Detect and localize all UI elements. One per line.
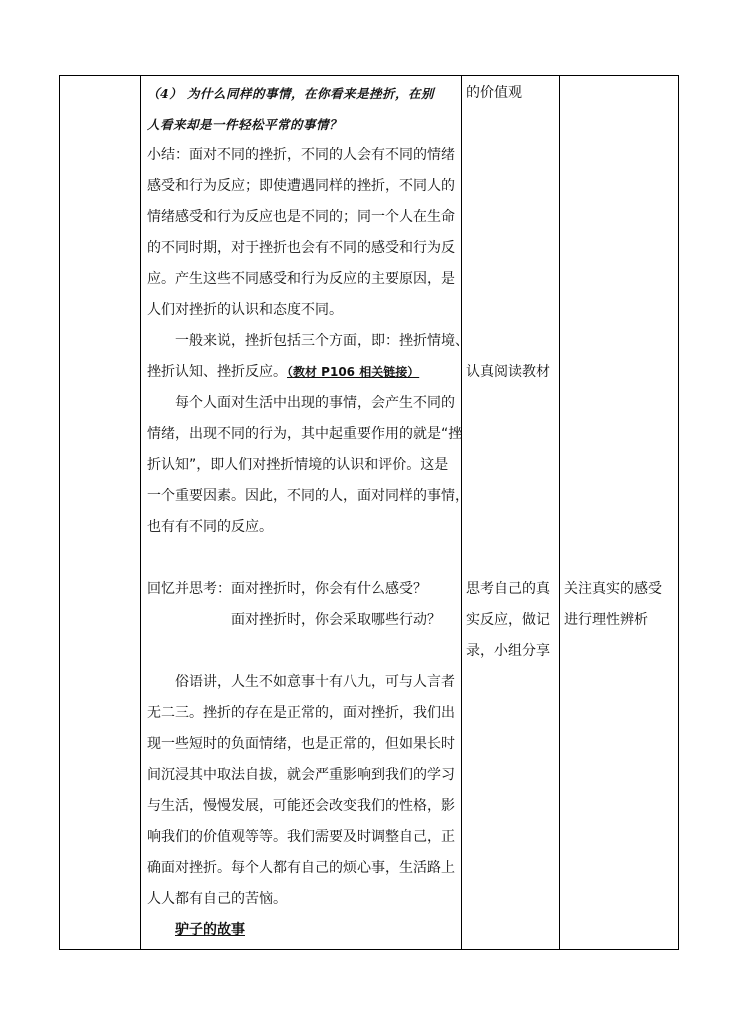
lesson-table	[59, 75, 679, 950]
paragraph-line: 现一些短时的负面情绪，也是正常的，但如果长时	[147, 736, 455, 752]
question-line: 人看来却是一件轻松平常的事情？	[147, 117, 343, 132]
paragraph-line: 每个人面对生活中出现的事情，会产生不同的	[175, 395, 455, 411]
question-line: （4） 为什么同样的事情，在你看来是挫折，在别	[147, 86, 435, 101]
paragraph-line: 俗语讲，人生不如意事十有八九，可与人言者	[175, 674, 455, 690]
summary-line: 感受和行为反应；即使遭遇同样的挫折，不同人的	[147, 178, 455, 194]
paragraph-line: 与生活，慢慢发展，可能还会改变我们的性格，影	[147, 798, 455, 814]
intent-line: 进行理性辨析	[564, 612, 648, 628]
teaching-content-cell	[147, 78, 469, 946]
summary-line: 人们对挫折的认识和态度不同。	[147, 302, 343, 318]
activity-line: 思考自己的真	[466, 581, 550, 597]
paragraph-line: 人人都有自己的苦恼。	[147, 891, 287, 907]
paragraph-line: 也有有不同的反应。	[147, 519, 273, 535]
paragraph-line: 响我们的价值观等等。我们需要及时调整自己，正	[147, 829, 455, 845]
paragraph-line: 间沉浸其中取法自拔，就会严重影响到我们的学习	[147, 767, 455, 783]
recall-line: 面对挫折时，你会采取哪些行动？	[231, 612, 441, 628]
paragraph-line: 折认知”，即人们对挫折情境的认识和评价。这是	[147, 457, 449, 473]
blank-line	[147, 636, 459, 667]
intent-line: 关注真实的感受	[564, 581, 662, 597]
summary-line: 应。产生这些不同感受和行为反应的主要原因，是	[147, 271, 455, 287]
paragraph-line: 无二三。挫折的存在是正常的，面对挫折，我们出	[147, 705, 455, 721]
column-divider	[559, 76, 560, 949]
blank-line	[147, 543, 459, 574]
paragraph-line: 一般来说，挫折包括三个方面，即：挫折情境、	[175, 333, 469, 349]
paragraph-line: 情绪，出现不同的行为，其中起重要作用的就是“挫	[147, 426, 463, 442]
paragraph-line	[147, 357, 459, 388]
student-activity-values: 的价值观	[466, 85, 522, 101]
summary-line: 小结：面对不同的挫折，不同的人会有不同的情绪	[147, 147, 455, 163]
paragraph-line: 一个重要因素。因此，不同的人，面对同样的事情，	[147, 488, 469, 504]
student-activity-think	[466, 574, 558, 667]
story-title: 驴子的故事	[175, 922, 245, 938]
column-divider	[140, 76, 141, 949]
recall-line: 回忆并思考：面对挫折时，你会有什么感受？	[147, 581, 427, 597]
student-activity-read: 认真阅读教材	[466, 364, 550, 380]
summary-line: 的不同时期，对于挫折也会有不同的感受和行为反	[147, 240, 455, 256]
design-intent-cell	[564, 574, 676, 636]
activity-line: 实反应，做记	[466, 612, 550, 628]
column-divider	[461, 76, 462, 949]
textbook-link[interactable]: （教材 P106 相关链接）	[287, 365, 420, 379]
summary-line: 情绪感受和行为反应也是不同的；同一个人在生命	[147, 209, 455, 225]
paragraph-line: 确面对挫折。每个人都有自己的烦心事，生活路上	[147, 860, 455, 876]
activity-line: 录，小组分享	[466, 643, 550, 659]
paragraph-text: 挫折认知、挫折反应。	[147, 364, 287, 380]
